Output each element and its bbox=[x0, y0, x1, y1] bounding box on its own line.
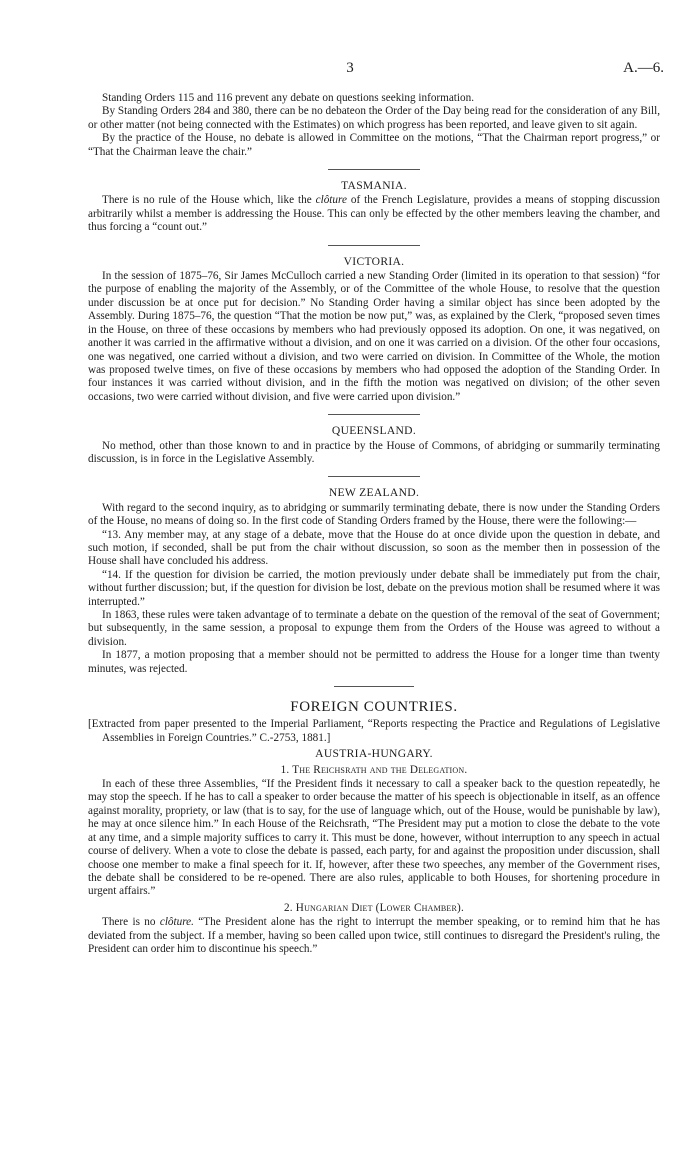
text-run: of the French Legislature, provides a means of stopping discussion arbitrarily whilst a member is addressing the House. This can only be effected by the other members leaving the chamber, and thus forcing a “count out.” bbox=[88, 194, 660, 234]
paragraph: “14. If the question for division be carried, the motion previously under debate shall be immediately put from the chair, without further discussion; but, if the question for division be lost, debate on the previous motion shall be resumed where it was interrupted.” bbox=[88, 568, 661, 608]
paragraph: Standing Orders 115 and 116 prevent any debate on questions seeking information. bbox=[102, 92, 475, 104]
paragraph: With regard to the second inquiry, as to abridging or summarily terminating debate, there is now under the Standing Orders of the House, no means of doing so. In the first code of Standing Orders framed by the House, there were the following:— bbox=[88, 501, 660, 528]
paragraph: By Standing Orders 284 and 380, there can be no debateon the Order of the Day being read for the consideration of any Bill, or other matter (not being connected with the Estimates) on which progress has been reported, and leave given to sit again. bbox=[88, 105, 660, 131]
paragraph: By the practice of the House, no debate is allowed in Committee on the motions, “That the Chairman report progress,” or “That the Chairman leave the chair.” bbox=[88, 132, 660, 158]
text-run: There is no bbox=[102, 916, 160, 929]
paragraph bbox=[88, 916, 660, 956]
emphasis-text: clôture bbox=[315, 194, 347, 207]
paragraph: No method, other than those known to and in practice by the House of Commons, of abridging or summarily terminating discussion, is in force in the Legislative Assembly. bbox=[88, 439, 660, 465]
section-heading-tasmania: TASMANIA. bbox=[341, 179, 407, 193]
subsection-heading-hungarian-diet: 2. Hungarian Diet (Lower Chamber). bbox=[284, 901, 464, 914]
paragraph bbox=[88, 194, 660, 234]
paragraph: In each of these three Assemblies, “If the President finds it necessary to call a speaker back to the question repeatedly, he may stop the speech. If he has to call a speaker to order because the matter of his speech is objectionable in itself, as an offence against morality, propriety, or law (that is to say, for the use of language which, out of the House, would be punishable by law), he may at once silence him.” In each House of the Reichsrath, “The President may put a motion to close the debate to the vote at any time, and a simple majority suffices to carry it. This must be done, however, without interruption to any speech in actual course of delivery. When a vote to close the debate is passed, each party, for and against the proposition under discussion, shall choose one member to make a final speech for it. If, however, after these two speeches, any member of the Government rises, the debate shall be considered to be re-opened. There are also rules, applicable to both Houses, for shortening procedure in urgent affairs.” bbox=[88, 778, 660, 898]
section-heading-foreign-countries: FOREIGN COUNTRIES. bbox=[290, 699, 458, 716]
section-heading-austria-hungary: AUSTRIA-HUNGARY. bbox=[315, 747, 433, 761]
extract-note: [Extracted from paper presented to the Imperial Parliament, “Reports respecting the Practice and Regulations of Legislative Assemblies in Foreign Countries.” C.-2753, 1881.] bbox=[88, 718, 660, 744]
page-content bbox=[88, 92, 660, 956]
text-run: There is no rule of the House which, like the bbox=[102, 194, 316, 207]
divider bbox=[328, 245, 420, 246]
paragraph: In 1863, these rules were taken advantage of to terminate a debate on the question of the removal of the seat of Government; but subsequently, in the same session, a proposal to expunge them from the Orders of the House was agreed to without a division. bbox=[88, 609, 660, 648]
divider bbox=[334, 686, 414, 687]
emphasis-text: clôture. bbox=[159, 916, 194, 929]
subsection-heading-reichsrath: 1. The Reichsrath and the Delegation. bbox=[280, 763, 468, 776]
section-heading-queensland: QUEENSLAND. bbox=[331, 424, 417, 438]
divider bbox=[328, 476, 420, 477]
paragraph: In 1877, a motion proposing that a member should not be permitted to address the House for a longer time than twenty minutes, was rejected. bbox=[88, 649, 660, 675]
text-run: “The President alone has the right to interrupt the member speaking, or to remind him that he has deviated from the subject. If a member, having so been called upon twice, still continues to disregard the President's ruling, the President can order him to discontinue his speech.” bbox=[88, 916, 661, 955]
paragraph: “13. Any member may, at any stage of a debate, move that the House do at once divide upon the question in debate, and such motion, if seconded, shall be put from the chair without discussion, so soon as the member then in possession of the House shall have concluded his address. bbox=[88, 528, 660, 568]
section-heading-victoria: VICTORIA. bbox=[343, 254, 405, 268]
page-number: 3 bbox=[346, 60, 354, 76]
divider bbox=[328, 169, 420, 170]
document-reference: A.—6. bbox=[623, 60, 664, 76]
divider bbox=[328, 414, 420, 415]
paragraph: In the session of 1875–76, Sir James McCulloch carried a new Standing Order (limited in its operation to that session) “for the purpose of enabling the majority of the Assembly, or of the Committee of the whole House, to resolve that the question under discussion be at once put for decision.” No Standing Order having a similar object has since been adopted by the Assembly. During 1875–76, the question “That the motion be now put,” was, as explained by the Clerk, “proposed seven times in the House, on three of these occasions by members who had previously opposed its adoption. On one, it was negatived, on another it was carried in the affirmative without a division, and on one it was carried on a division. Of the other four occasions, one was negatived, one carried without a division, and two were carried on division. In Committee of the Whole, the motion was proposed twelve times, on five of these occasions by members who had opposed the adoption of the Standing Order. In four instances it was carried without division, and in the fifth the motion was negatived on division; of the other seven occasions, two were carried without division, and five were carried upon division.” bbox=[88, 270, 660, 403]
section-heading-new-zealand: NEW ZEALAND. bbox=[328, 486, 420, 500]
